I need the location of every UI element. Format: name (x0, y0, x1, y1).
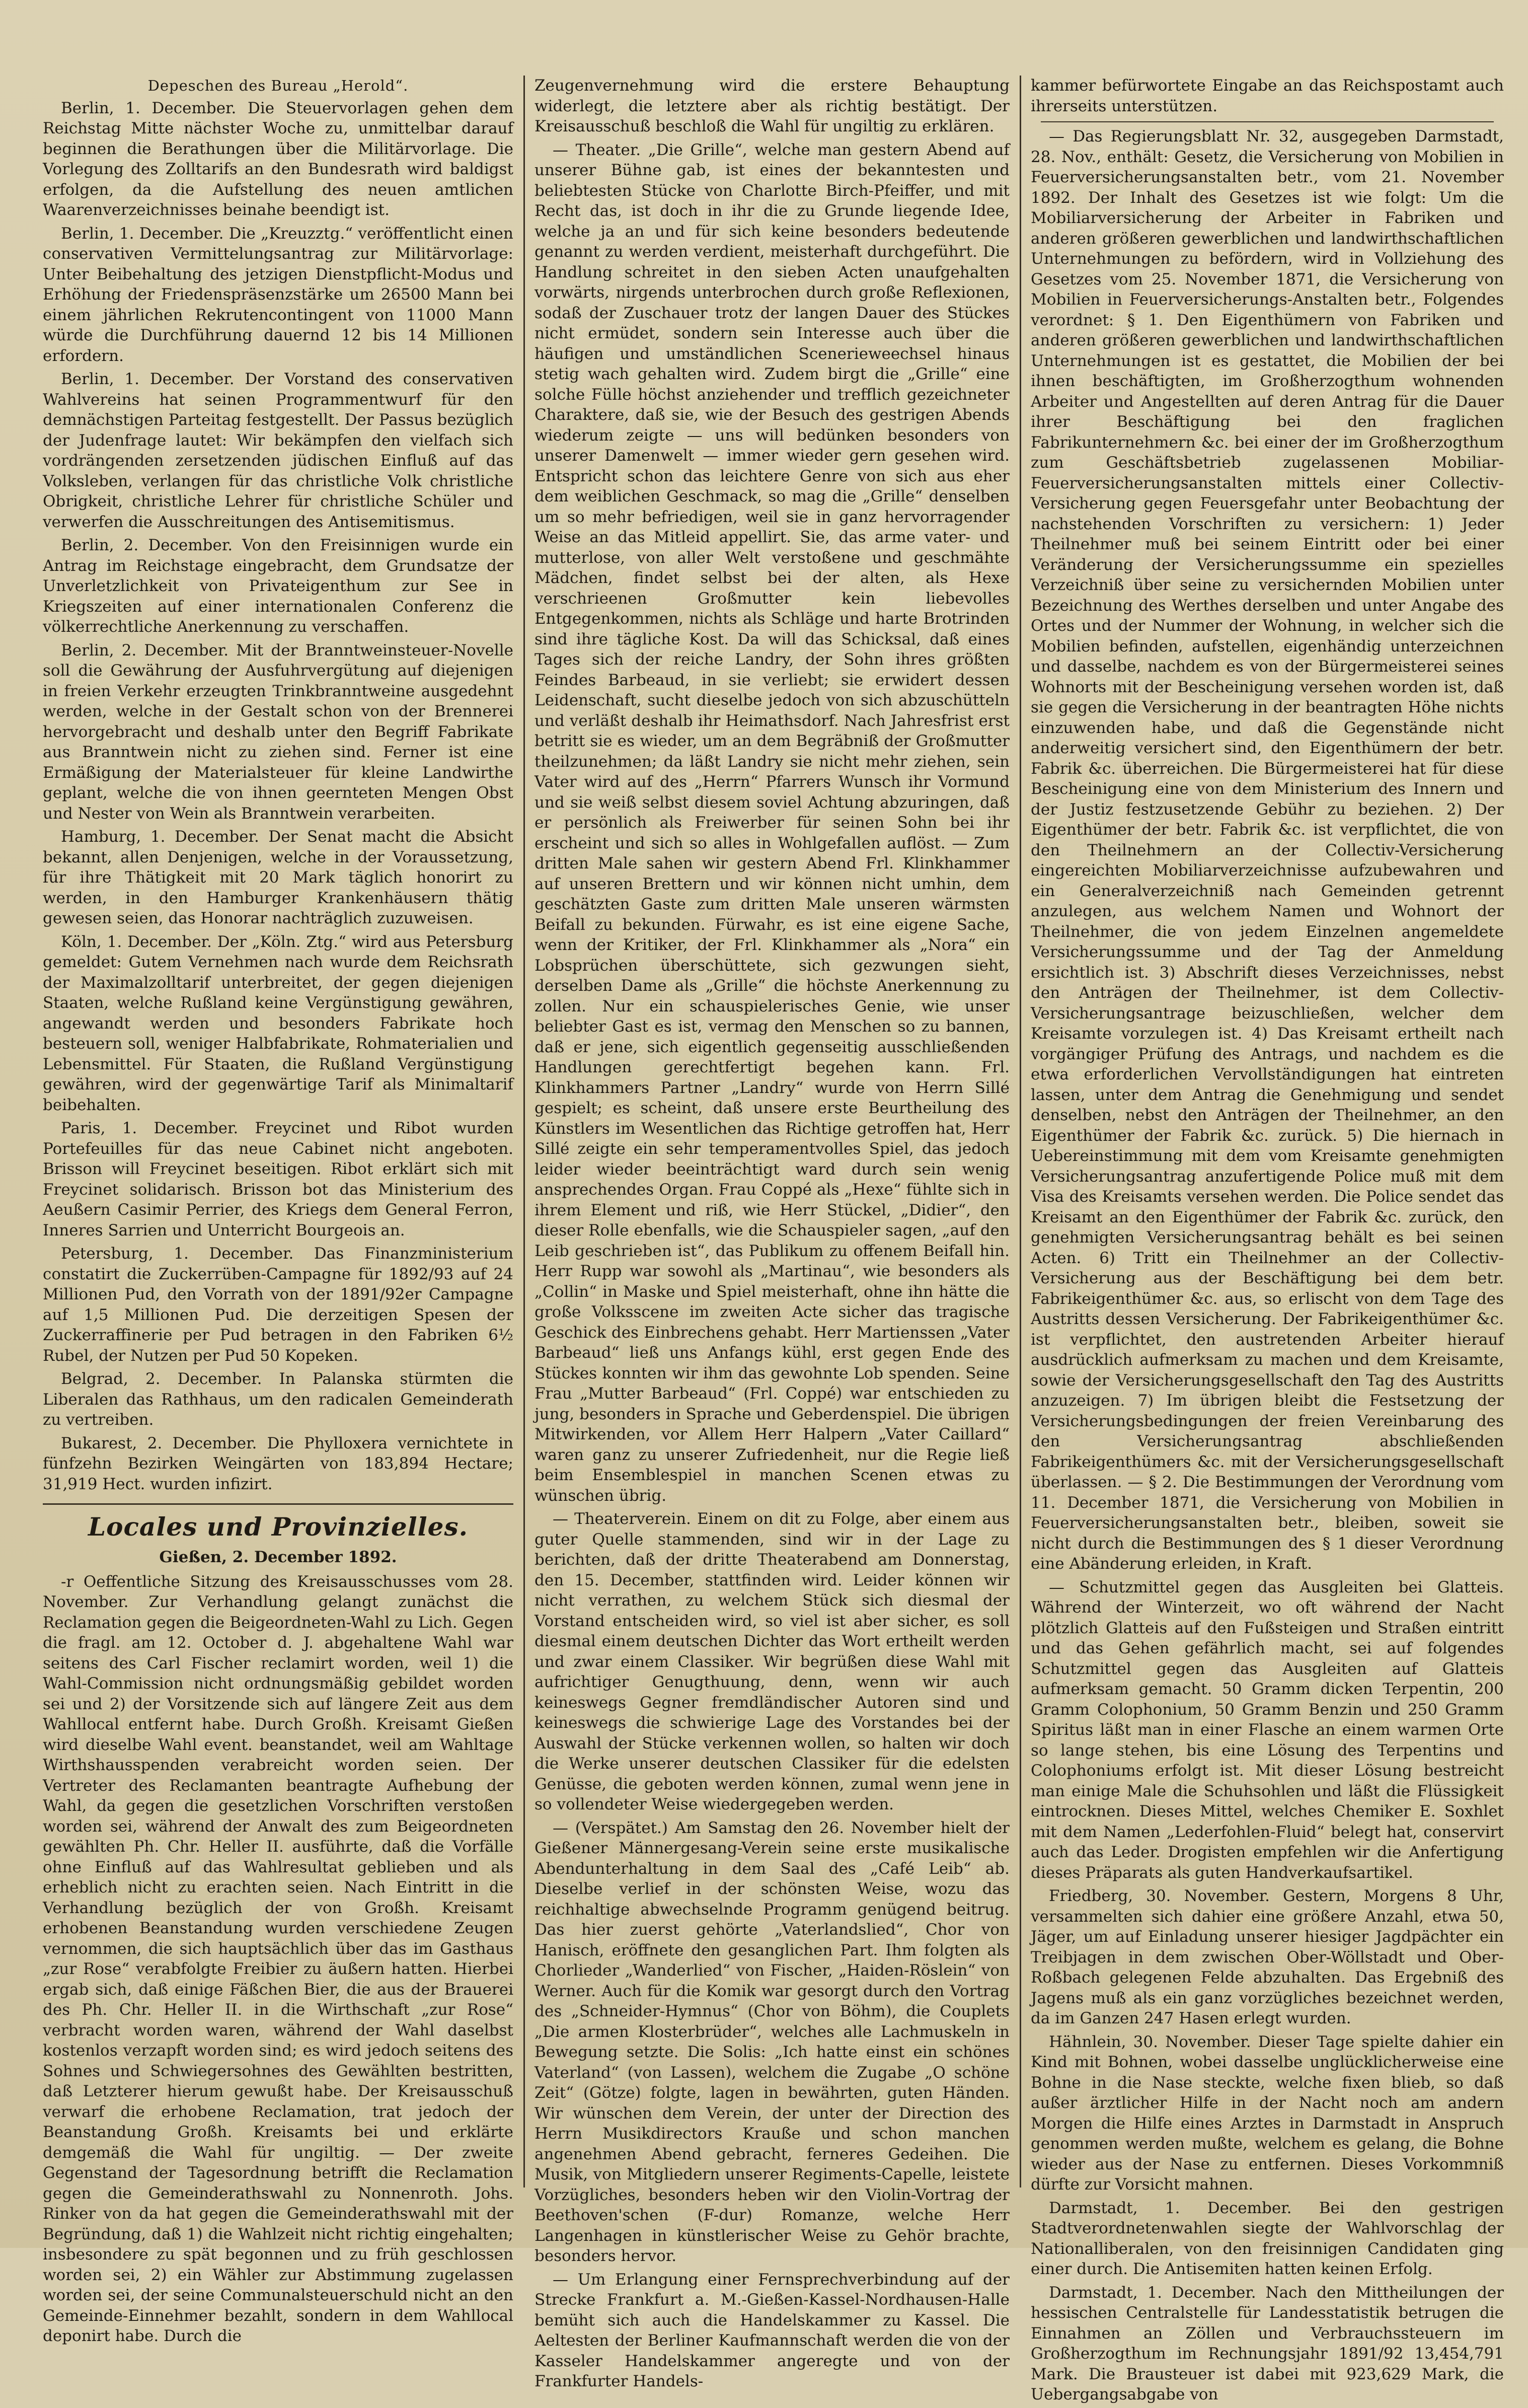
article-paragraph: — Theaterverein. Einem on dit zu Folge, aber einem aus guter Quelle stammenden, sind wir in der Lage zu berichten, daß der dritte Theaterabend am Donnerstag, den 15. December, stattfinden wird. Leider können wir nicht verrathen, zu welchem Stück sich diesmal der Vorstand entscheiden wird, so viel ist aber sicher, es soll diesmal einem deutschen Dichter das Wort ertheilt werden und zwar einem Classiker. Wir begrüßen diese Wahl mit aufrichtiger Genugthuung, denn, wenn wir auch keineswegs Gegner fremdländischer Autoren sind und keineswegs die schwierige Lage des Vorstandes bei der Auswahl der Stücke verkennen wollen, so halten wir doch die Werke unserer deutschen Classiker für die edelsten Genüsse, die geboten werden können, zumal wenn jene in so vollendeter Weise wiedergegeben werden. (534, 1510, 1010, 1813)
column-divider (523, 76, 525, 2187)
article-paragraph: Petersburg, 1. December. Das Finanzministerium constatirt die Zuckerrüben-Campagne für 1892/93 auf 24 Millionen Pud, den Vorrath von der 1891/92er Campagne auf 1,5 Millionen Pud. Die derzeitigen Spesen der Zuckerraffinerie per Pud betragen in den Fabriken 6½ Rubel, der Nutzen per Pud 50 Kopeken. (43, 1245, 513, 1365)
article-paragraph: Friedberg, 30. November. Gestern, Morgens 8 Uhr, versammelten sich dahier eine größere Anzahl, etwa 50, Jäger, um auf Einladung unserer hiesiger Jagdpächter ein Treibjagen in dem zwischen Ober-Wöllstadt und Ober-Roßbach gelegenen Felde abzuhalten. Das Ergebniß des Jagens muß als ein ganz vorzügliches bezeichnet werden, da im Ganzen 247 Hasen erlegt wurden. (1031, 1887, 1504, 2027)
article-paragraph: — Das Regierungsblatt Nr. 32, ausgegeben Darmstadt, 28. Nov., enthält: Gesetz, die Versicherung von Mobilien in Feuerversicherungsanstalten betr., vom 21. November 1892. Der Inhalt des Gesetzes ist wie folgt: Um die Mobiliarversicherung der Arbeiter in Fabriken und anderen größeren gewerblichen und landwirthschaftlichen Unternehmungen zu befördern, wird in Vollziehung des Gesetzes vom 25. November 1871, die Versicherung von Mobilien in Feuerversicherungs-Anstalten betr., Folgendes verordnet: § 1. Den Eigenthümern von Fabriken und anderen größeren gewerblichen und landwirthschaftlichen Unternehmungen ist es gestattet, die Mobilien der bei ihnen beschäftigten, im Großherzogthum wohnenden Arbeiter und Angestellten auf deren Antrag für die Dauer ihrer Beschäftigung bei den fraglichen Fabrikunternehmern &c. bei einer der im Großherzogthum zum Geschäftsbetrieb zugelassenen Mobiliar-Feuerversicherungsanstalten mittels einer Collectiv-Versicherung gegen Feuersgefahr unter Beobachtung der nachstehenden Vorschriften zu versichern: 1) Jeder Theilnehmer muß bei seinem Eintritt oder bei einer Veränderung der Versicherungssumme ein spezielles Verzeichniß über seine zu versichernden Mobilien unter Bezeichnung des Werthes derselben und unter Angabe des Ortes und der Nummer der Wohnung, in welcher sich die Mobilien befinden, aufstellen, eigenhändig unterzeichnen und dasselbe, nachdem es von der Bürgermeisterei seines Wohnorts mit der Bescheinigung versehen worden ist, daß sie gegen die Versicherung in der beantragten Höhe nichts einzuwenden habe, und daß die Gegenstände nicht anderweitig versichert sind, den Eigenthümern der betr. Fabrik &c. überreichen. Die Bürgermeisterei hat für diese Bescheinigung eine von dem Ministerium des Innern und der Justiz festzusetzende Gebühr zu beziehen. 2) Der Eigenthümer der betr. Fabrik &c. ist verpflichtet, die von den Theilnehmern an der Collectiv-Versicherung eingereichten Mobiliarverzeichnisse aufzubewahren und ein Generalverzeichniß nach Gemeinden getrennt anzulegen, aus welchem Namen und Wohnort der Theilnehmer, die von jedem Einzelnen angemeldete Versicherungssumme und der Tag der Anmeldung ersichtlich ist. 3) Abschrift dieses Verzeichnisses, nebst den Anträgen der Theilnehmer, ist dem Collectiv-Versicherungsantrage beizuschließen, welcher dem Kreisamte vorzulegen ist. 4) Das Kreisamt ertheilt nach vorgängiger Prüfung des Antrags, und nachdem es die etwa erforderlichen Vervollständigungen hat eintreten lassen, unter dem Antrag die Genehmigung und sendet denselben, nebst den Anträgen der Theilnehmer, an den Eigenthümer der Fabrik &c. zurück. 5) Die hiernach in Uebereinstimmung mit dem vom Kreisamte genehmigten Versicherungsantrag anzufertigende Police muß mit dem Visa des Kreisamts versehen werden. Die Police sendet das Kreisamt an den Eigenthümer der Fabrik &c. zurück, den genehmigten Versicherungsantrag behält es bei seinen Acten. 6) Tritt ein Theilnehmer an der Collectiv-Versicherung aus der Beschäftigung bei dem betr. Fabrikeigenthümer &c. aus, so erlischt von dem Tage des Austritts dessen Versicherung. Der Fabrikeigenthümer &c. ist verpflichtet, den austretenden Arbeiter hierauf ausdrücklich aufmerksam zu machen und dem Kreisamte, sowie der Versicherungsgesellschaft den Tag des Austritts anzuzeigen. 7) Im übrigen bleibt die Festsetzung der Versicherungsbedingungen der freien Vereinbarung des den Versicherungsantrag abschließenden Fabrikeigenthümers &c. mit der Versicherungsgesellschaft überlassen. — § 2. Die Bestimmungen der Verordnung vom 11. December 1871, die Versicherung von Mobilien in Feuerversicherungsanstalten betr., bleiben, soweit sie nicht durch die Bestimmungen des § 1 dieser Verordnung eine Abänderung erleiden, in Kraft. (1031, 127, 1504, 1573)
article-rule (1041, 121, 1494, 122)
article-paragraph: Belgrad, 2. December. In Palanska stürmten die Liberalen das Rathhaus, um den radicalen Gemeinderath zu vertreiben. (43, 1370, 513, 1429)
article-paragraph: — (Verspätet.) Am Samstag den 26. November hielt der Gießener Männergesang-Verein seine erste musikalische Abendunterhaltung in dem Saal des „Café Leib“ ab. Dieselbe verlief in der schönsten Weise, wozu das reichhaltige abwechselnde Programm genügend beitrug. Das hier zuerst gehörte „Vaterlandslied“, Chor von Hanisch, eröffnete den gesanglichen Part. Ihm folgten als Chorlieder „Wanderlied“ von Fischer, „Haiden-Röslein“ von Werner. Auch für die Komik war gesorgt durch den Vortrag des „Schneider-Hymnus“ (Chor von Böhm), die Couplets „Die armen Klosterbrüder“, welches alle Lachmuskeln in Bewegung setzte. Die Solis: „Ich hatte einst ein schönes Vaterland“ (von Lassen), welchem die Zugabe „O schöne Zeit“ (Götze) folgte, lagen in bewährten, guten Händen. Wir wünschen dem Verein, der unter der Direction des Herrn Musikdirectors Krauße und schon manchen angenehmen Abend gebracht, ferneres Gedeihen. Die Musik, von Mitgliedern unserer Regiments-Capelle, leistete Vorzügliches, besonders heben wir den Violin-Vortrag der Beethoven'schen (F-dur) Romanze, welche Herr Langenhagen in künstlerischer Weise zu Gehör brachte, besonders hervor. (534, 1818, 1010, 2265)
article-paragraph: Berlin, 1. December. Die Steuervorlagen gehen dem Reichstag Mitte nächster Woche zu, unmittelbar darauf beginnen die Berathungen über die Militärvorlage. Die Vorlegung des Zolltarifs an den Bundesrath wird baldigst erfolgen, da die Aufstellung des neuen amtlichen Waarenverzeichnisses beinahe beendigt ist. (43, 99, 513, 219)
column-3 (1031, 76, 1504, 2408)
article-paragraph: Darmstadt, 1. December. Nach den Mittheilungen der hessischen Centralstelle für Landesstatistik betrugen die Einnahmen an Zöllen und Verbrauchssteuern im Großherzogthum im Rechnungsjahr 1891/92 13,454,791 Mark. Die Brausteuer ist dabei mit 923,629 Mark, die Uebergangsabgabe von (1031, 2283, 1504, 2403)
article-paragraph: Berlin, 1. December. Die „Kreuzztg.“ veröffentlicht einen conservativen Vermittelungsantrag zur Militärvorlage: Unter Beibehaltung des jetzigen Dienstpflicht-Modus und Erhöhung der Friedenspräsenzstärke um 26500 Mann bei einem jährlichen Rekrutencontingent von 11000 Mann würde die Durchführung dauernd 12 bis 14 Millionen erfordern. (43, 224, 513, 365)
article-paragraph: -r Oeffentliche Sitzung des Kreisausschusses vom 28. November. Zur Verhandlung gelangt zunächst die Reclamation gegen die Beigeordneten-Wahl zu Lich. Gegen die fragl. am 12. October d. J. abgehaltene Wahl war seitens des Carl Fischer reclamirt worden, weil 1) die Wahl-Commission nicht ordnungsmäßig gebildet worden sei und 2) der Vorsitzende sich auf längere Zeit aus dem Wahllocal entfernt habe. Durch Großh. Kreisamt Gießen wird dieselbe Wahl event. beanstandet, weil am Wahltage Wirthshausspenden verabreicht worden seien. Der Vertreter des Reclamanten beantragte Aufhebung der Wahl, da gegen die gesetzlichen Vorschriften verstoßen worden sei, während der Anwalt des zum Beigeordneten gewählten Ph. Chr. Heller II. ausführte, daß die Vorfälle ohne Einfluß auf das Wahlresultat geblieben und als erheblich nicht zu erachten seien. Nach Eintritt in die Verhandlung bezüglich der von Großh. Kreisamt erhobenen Beanstandung wurden verschiedene Zeugen vernommen, die sich hauptsächlich über das im Gasthaus „zur Rose“ verabfolgte Freibier zu äußern hatten. Hierbei ergab sich, daß einige Fäßchen Bier, die aus der Brauerei des Ph. Chr. Heller II. in die Wirthschaft „zur Rose“ verbracht worden waren, während der Wahl daselbst kostenlos verzapft worden sind; es wird jedoch seitens des Sohnes und Schwiegersohnes des Gewählten bestritten, daß Letzterer hierum gewußt habe. Der Kreisausschuß verwarf die erhobene Reclamation, trat jedoch der Beanstandung Großh. Kreisamts bei und erklärte demgemäß die Wahl für ungiltig. — Der zweite Gegenstand der Tagesordnung betrifft die Reclamation gegen die Gemeinderathswahl zu Nonnenroth. Johs. Rinker von da hat gegen die Gemeinderathswahl mit der Begründung, daß 1) die Wahlzeit nicht richtig eingehalten; insbesondere zu spät begonnen und zu früh geschlossen worden sei, 2) ein Wähler zur Abstimmung zugelassen worden sei, der seine Communalsteuerschuld nicht an den Gemeinde-Einnehmer bezahlt, sondern in dem Wahllocal deponirt habe. Durch die (43, 1572, 513, 2345)
article-paragraph: Berlin, 2. December. Mit der Branntweinsteuer-Novelle soll die Gewährung der Ausfuhrvergütung auf diejenigen in freien Verkehr erzeugten Trinkbranntweine ausgedehnt werden, welche in der Gestalt schon von der Brennerei hervorgebracht und deshalb unter den Begriff Fabrikate aus Branntwein nicht zu ziehen sind. Ferner ist eine Ermäßigung der Materialsteuer für kleine Landwirthe geplant, welche die von ihnen geernteten Mengen Obst und Nester von Wein als Branntwein verarbeiten. (43, 641, 513, 823)
article-paragraph: — Schutzmittel gegen das Ausgleiten bei Glatteis. Während der Winterzeit, wo oft während der Nacht plötzlich Glatteis auf den Fußsteigen und Straßen eintritt und das Gehen gefährlich macht, sei auf folgendes Schutzmittel gegen das Ausgleiten auf Glatteis aufmerksam gemacht. 50 Gramm dicken Terpentin, 200 Gramm Colophonium, 50 Gramm Benzin und 250 Gramm Spiritus läßt man in einer Flasche an einem warmen Orte so lange stehen, bis eine Lösung des Terpentins und Colophoniums erfolgt ist. Mit dieser Lösung bestreicht man einige Male die Schuhsohlen und läßt die Flüssigkeit eintrocknen. Dieses Mittel, welches Chemiker E. Soxhlet mit dem Namen „Lederfohlen-Fluid“ belegt hat, conservirt auch das Leder. Drogisten empfehlen wir die Anfertigung dieses Präparats als guten Handverkaufsartikel. (1031, 1578, 1504, 1882)
article-paragraph: — Um Erlangung einer Fernsprechverbindung auf der Strecke Frankfurt a. M.-Gießen-Kassel-Nordhausen-Halle bemüht sich auch die Handelskammer zu Kassel. Die Aeltesten der Berliner Kaufmannschaft werden die von der Kasseler Handelskammer angeregte und von der Frankfurter Handels- (534, 2270, 1010, 2390)
section-title: Locales und Provinzielles. (88, 1512, 469, 1542)
article-paragraph: Hähnlein, 30. November. Dieser Tage spielte dahier ein Kind mit Bohnen, wobei dasselbe unglücklicherweise eine Bohne in die Nase steckte, welche fixen blieb, so daß außer ärztlicher Hilfe in der Nacht noch am andern Morgen die Hilfe eines Arztes in Darmstadt in Anspruch genommen werden mußte, welchem es gelang, die Bohne wieder aus der Nase zu entfernen. Dieses Vorkommniß dürfte zur Vorsicht mahnen. (1031, 2032, 1504, 2194)
column-2 (534, 76, 1010, 2395)
section-rule (43, 1503, 513, 1505)
article-paragraph: Hamburg, 1. December. Der Senat macht die Absicht bekannt, allen Denjenigen, welche in der Voraussetzung, für ihre Thätigkeit mit 20 Mark täglich honorirt zu werden, in den Hamburger Krankenhäusern thätig gewesen seien, das Honorar nachträglich zuzuweisen. (43, 828, 513, 927)
article-paragraph: Köln, 1. December. Der „Köln. Ztg.“ wird aus Petersburg gemeldet: Gutem Vernehmen nach wurde dem Reichsrath der Maximalzolltarif unterbreitet, der gegen diejenigen Staaten, welche Rußland keine Vergünstigung gewähren, angewandt werden und besonders Fabrikate hoch besteuern soll, weniger Halbfabrikate, Rohmaterialien und Lebensmittel. Für Staaten, die Rußland Vergünstigung gewähren, wird der gegenwärtige Tarif als Minimaltarif beibehalten. (43, 932, 513, 1114)
article-paragraph: Berlin, 1. December. Der Vorstand des conservativen Wahlvereins hat seinen Programmentwurf für den demnächstigen Parteitag festgestellt. Der Passus bezüglich der Judenfrage lautet: Wir bekämpfen den vielfach sich vordrängenden zersetzenden jüdischen Einfluß auf das Volksleben, verlangen für das christliche Volk christliche Obrigkeit, christliche Lehrer für christliche Schüler und verwerfen die Ausschreitungen des Antisemitismus. (43, 370, 513, 531)
dateline: Gießen, 2. December 1892. (159, 1548, 397, 1566)
article-paragraph: Berlin, 2. December. Von den Freisinnigen wurde ein Antrag im Reichstage eingebracht, dem Grundsatze der Unverletzlichkeit von Privateigenthum zur See in Kriegszeiten auf einer internationalen Conferenz die völkerrechtliche Anerkennung zu verschaffen. (43, 536, 513, 636)
article-paragraph: Bukarest, 2. December. Die Phylloxera vernichtete in fünfzehn Bezirken Weingärten von 183,894 Hectare; 31,919 Hect. wurden infizirt. (43, 1434, 513, 1493)
dispatch-heading: Depeschen des Bureau „Herold“. (147, 77, 409, 94)
article-paragraph: Zeugenvernehmung wird die erstere Behauptung widerlegt, die letztere aber als richtig bestätigt. Der Kreisausschuß beschloß die Wahl für ungiltig zu erklären. (534, 77, 1010, 135)
article-paragraph: kammer befürwortete Eingabe an das Reichspostamt auch ihrerseits unterstützen. (1031, 77, 1504, 115)
column-divider (1020, 76, 1021, 2187)
article-paragraph: Darmstadt, 1. December. Bei den gestrigen Stadtverordnetenwahlen siegte der Wahlvorschlag der Nationalliberalen, von den freisinnigen Candidaten ging einer durch. Die Antisemiten hatten keinen Erfolg. (1031, 2199, 1504, 2278)
column-1 (43, 76, 513, 2350)
article-paragraph: — Theater. „Die Grille“, welche man gestern Abend auf unserer Bühne gab, ist eines der bekanntesten und beliebtesten Stücke von Charlotte Birch-Pfeiffer, und mit Recht das, ist doch in ihr die zu Grunde liegende Idee, welche ja an und für sich keine besonders bedeutende genannt zu werden verdient, meisterhaft durchgeführt. Die Handlung schreitet in den sieben Acten unaufgehalten vorwärts, nirgends unterbrochen durch große Reflexionen, sodaß der Zuschauer trotz der langen Dauer des Stückes nicht ermüdet, sondern sein Interesse auch über die häufigen und umständlichen Scenerieweechsel hinaus stetig wach gehalten wird. Zudem birgt die „Grille“ eine solche Fülle höchst anziehender und trefflich gezeichneter Charaktere, daß sie, wie der Besuch des gestrigen Abends wiederum zeigte — uns will bedünken besonders von unserer Damenwelt — immer wieder gern gesehen wird. Entspricht schon das leichtere Genre von sich aus eher dem weiblichen Geschmack, so mag die „Grille“ denselben um so mehr befriedigen, weil sie in ganz hervorragender Weise an das Mitleid appellirt. Sie, das arme vater- und mutterlose, von aller Welt verstoßene und geschmähte Mädchen, findet selbst bei der alten, als Hexe verschrieenen Großmutter kein liebevolles Entgegenkommen, nichts als Schläge und harte Brotrinden sind ihre tägliche Kost. Da will das Schicksal, daß eines Tages sich der reiche Landry, der Sohn ihres größten Feindes Barbeaud, in sie verliebt; sie erwidert dessen Leidenschaft, sucht dieselbe jedoch von sich abzuschütteln und verläßt deshalb ihr Heimathsdorf. Nach Jahresfrist erst betritt sie es wieder, um an dem Begräbniß der Großmutter theilzunehmen; da läßt Landry sie nicht mehr ziehen, sein Vater wird auf des „Herrn“ Pfarrers Wunsch ihr Vormund und sie weiß selbst diesem soviel Achtung abzuringen, daß er persönlich als Freiwerber für seinen Sohn bei ihr erscheint und sich so alles in Wohlgefallen auflöst. — Zum dritten Male sahen wir gestern Abend Frl. Klinkhammer auf unseren Brettern und wir können nicht umhin, dem geschätzten Gaste zum dritten Male unseren wärmsten Beifall zu bekunden. Fürwahr, es ist eine eigene Sache, wenn der Kritiker, der Frl. Klinkhammer als „Nora“ ein Lobsprüchen überschüttete, sich gezwungen sieht, derselben Dame als „Grille“ die höchste Anerkennung zu zollen. Nur ein schauspielerisches Genie, wie unser beliebter Gast es ist, vermag den Menschen so zu bannen, daß er jene, sich eigentlich gegenseitig ausschließenden Handlungen gerechtfertigt begehen kann. Frl. Klinkhammers Partner „Landry“ wurde von Herrn Sillé gespielt; es scheint, daß unsere erste Beurtheilung des Künstlers im Wesentlichen das Richtige getroffen hat, Herr Sillé zeigte ein sehr temperamentvolles Spiel, das jedoch leider wieder beeinträchtigt ward durch sein wenig ansprechendes Organ. Frau Coppé als „Hexe“ fühlte sich in ihrem Element und riß, wie Herr Stückel, „Didier“, den dieser Rolle ebenfalls, wie die Schauspieler sagen, „auf den Leib geschrieben ist“, das Publikum zu offenem Beifall hin. Herr Rupp war sowohl als „Martinau“, wie besonders als „Collin“ in Maske und Spiel meisterhaft, ohne ihn hätte die große Volksscene im zweiten Acte sicher das tragische Geschick des Einbrechens gehabt. Herr Martienssen „Vater Barbeaud“ ließ uns Anfangs kühl, erst gegen Ende des Stückes konnten wir ihm das gewohnte Lob spenden. Seine Frau „Mutter Barbeaud“ (Frl. Coppé) war entschieden zu jung, besonders in Sprache und Geberdenspiel. Die übrigen Mitwirkenden, vor Allem Herr Halpern „Vater Caillard“ waren ganz zu unserer Zufriedenheit, nur die Regie ließ beim Ensemblespiel in manchen Scenen etwas zu wünschen übrig. (534, 140, 1010, 1505)
article-paragraph: Paris, 1. December. Freycinet und Ribot wurden Portefeuilles für das neue Cabinet nicht angeboten. Brisson will Freycinet beseitigen. Ribot erklärt sich mit Freycinet solidarisch. Brisson bot das Ministerium des Aeußern Casimir Perrier, des Kriegs dem General Ferron, Inneres Sarrien und Unterricht Bourgeois an. (43, 1119, 513, 1239)
